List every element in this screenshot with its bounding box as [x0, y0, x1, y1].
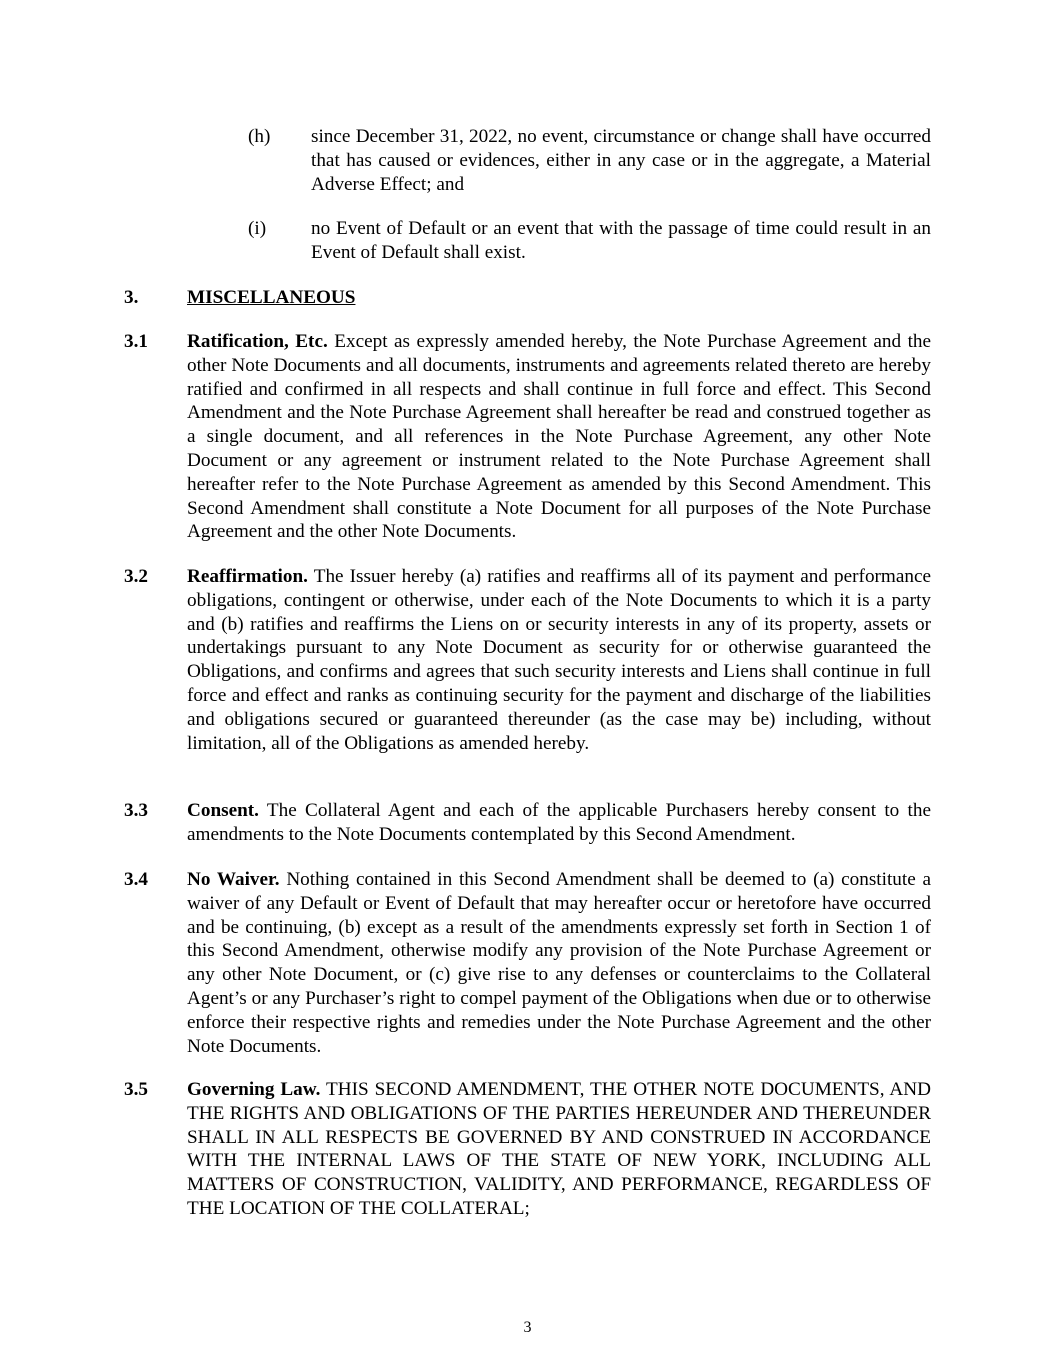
section-number: 3.3	[124, 800, 148, 821]
page-number: 3	[523, 1319, 532, 1336]
section-paragraph	[187, 799, 931, 847]
section-3-4	[124, 868, 931, 1058]
clause-marker: (i)	[248, 218, 267, 239]
clause-i	[248, 217, 931, 265]
section-3-2	[124, 565, 931, 755]
section-body: The Collateral Agent and each of the applicable Purchasers hereby consent to the amendments to the Note Documents contemplated by this Second Amendment.	[187, 800, 931, 845]
heading-number: 3.	[124, 287, 139, 308]
section-paragraph	[187, 868, 931, 1058]
section-title: No Waiver.	[187, 869, 280, 890]
heading-title: MISCELLANEOUS	[187, 287, 356, 308]
section-number: 3.2	[124, 566, 148, 587]
clause-h	[248, 125, 931, 196]
section-3-3	[124, 799, 931, 847]
section-3-1	[124, 330, 931, 544]
clause-text: since December 31, 2022, no event, circumstance or change shall have occurred that has caused or evidences, either in any case or in the aggregate, a Material Adverse Effect; and	[311, 126, 931, 195]
section-number: 3.5	[124, 1079, 148, 1100]
section-paragraph	[187, 1078, 931, 1221]
section-3-5	[124, 1078, 931, 1221]
section-title: Ratification, Etc.	[187, 331, 328, 352]
clause-text: no Event of Default or an event that with the passage of time could result in an Event of Default shall exist.	[311, 218, 931, 263]
clause-marker: (h)	[248, 126, 271, 147]
section-paragraph	[187, 330, 931, 544]
section-paragraph	[187, 565, 931, 755]
section-body: THIS SECOND AMENDMENT, THE OTHER NOTE DOCUMENTS, AND THE RIGHTS AND OBLIGATIONS OF THE PARTIES HEREUNDER AND THEREUNDER SHALL IN ALL RESPECTS BE GOVERNED BY AND CONSTRUED IN ACCORDANCE WITH THE INTERNAL LAWS OF THE STATE OF NEW YORK, INCLUDING ALL MATTERS OF CONSTRUCTION, VALIDITY, AND PERFORMANCE, REGARDLESS OF THE LOCATION OF THE COLLATERAL;	[187, 1079, 932, 1219]
section-body: The Issuer hereby (a) ratifies and reaffirms all of its payment and performance obligations, contingent or otherwise, under each of the Note Documents to which it is a party and (b) ratifies and reaffirms the Liens on or security interests in any of its property, assets or undertakings pursuant to any Note Document as security for or otherwise guaranteed the Obligations, and confirms and agrees that such security interests and Liens shall continue in full force and effect and ranks as continuing security for the payment and discharge of the liabilities and obligations secured or guaranteed thereunder (as the case may be) including, without limitation, all of the Obligations as amended hereby.	[187, 566, 931, 754]
section-title: Reaffirmation.	[187, 566, 308, 587]
section-title: Consent.	[187, 800, 259, 821]
section-body: Nothing contained in this Second Amendment shall be deemed to (a) constitute a waiver of any Default or Event of Default that may hereafter occur or heretofore have occurred and be continuing, (b) except as a result of the amendments expressly set forth in Section 1 of this Second Amendment, otherwise modify any provision of the Note Purchase Agreement or any other Note Document, or (c) give rise to any defenses or counterclaims to the Collateral Agent’s or any Purchaser’s right to compel payment of the Obligations when due or to otherwise enforce their respective rights and remedies under the Note Purchase Agreement and the other Note Documents.	[187, 869, 931, 1057]
section-number: 3.4	[124, 869, 148, 890]
section-title: Governing Law.	[187, 1079, 321, 1100]
section-number: 3.1	[124, 331, 148, 352]
section-body: Except as expressly amended hereby, the Note Purchase Agreement and the other Note Documents and all documents, instruments and agreements related thereto are hereby ratified and confirmed in all respects and shall continue in full force and effect. This Second Amendment and the Note Purchase Agreement shall hereafter be read and construed together as a single document, and all references in the Note Purchase Agreement, any other Note Document or any agreement or instrument related to the Note Purchase Agreement shall hereafter refer to the Note Purchase Agreement as amended by this Second Amendment. This Second Amendment shall constitute a Note Document for all purposes of the Note Purchase Agreement and the other Note Documents.	[187, 331, 932, 543]
